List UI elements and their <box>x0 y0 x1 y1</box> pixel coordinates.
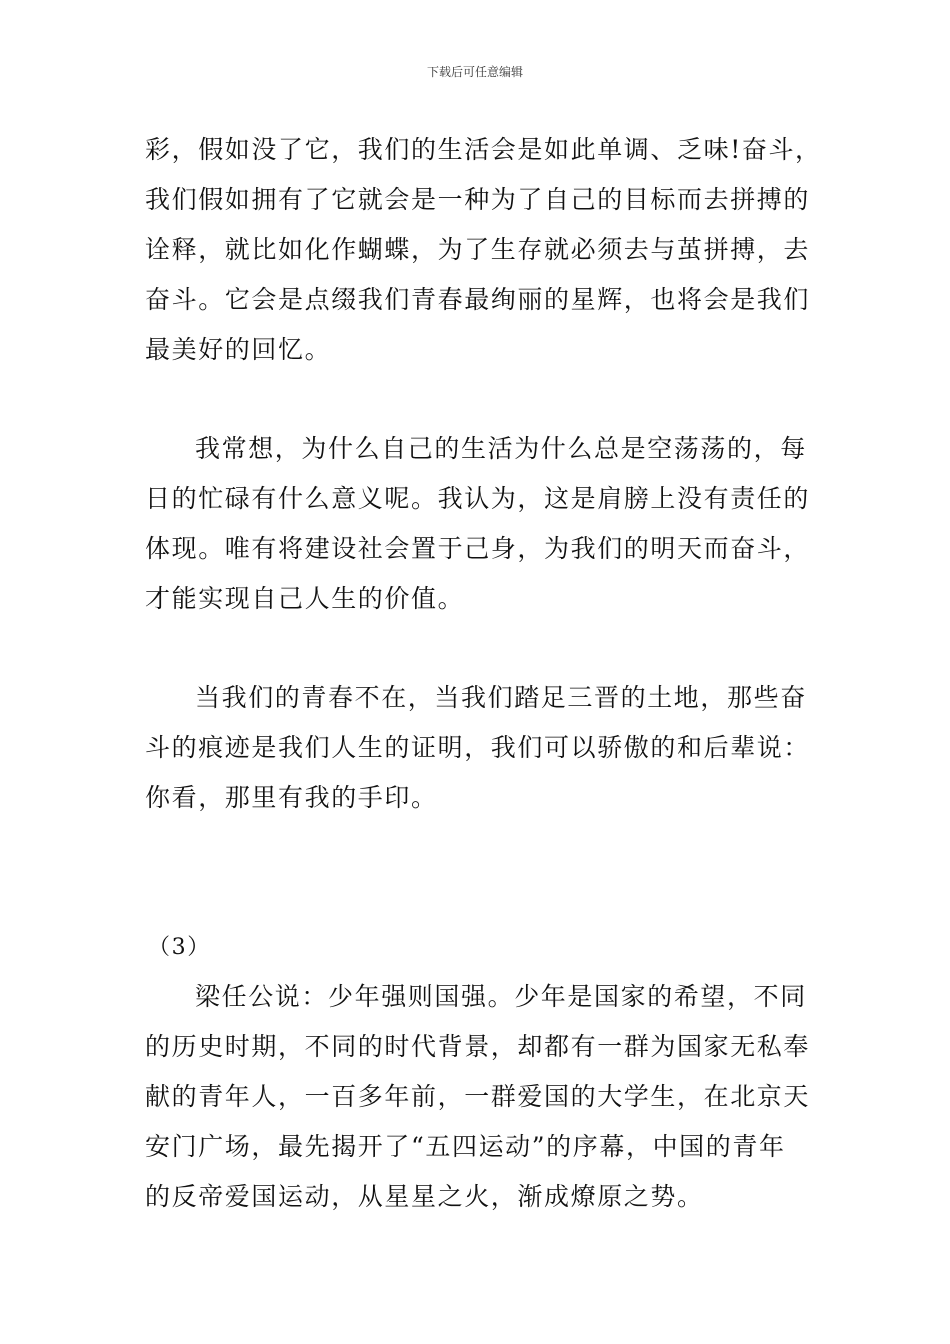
paragraph-4-line-1: 梁任公说：少年强则国强。少年是国家的希望，不同 <box>195 982 807 1011</box>
paragraph-2-line-3: 体现。唯有将建设社会置于己身，为我们的明天而奋斗， <box>145 534 811 563</box>
paragraph-3-line-2: 斗的痕迹是我们人生的证明，我们可以骄傲的和后辈说： <box>145 733 811 762</box>
section-label: （3） <box>148 935 211 960</box>
paragraph-1-line-1: 彩，假如没了它，我们的生活会是如此单调、乏味!奋斗， <box>145 135 822 164</box>
paragraph-1-line-3: 诠释，就比如化作蝴蝶，为了生存就必须去与茧拼搏，去 <box>145 235 811 264</box>
paragraph-4-line-2: 的历史时期，不同的时代背景，却都有一群为国家无私奉 <box>145 1032 811 1061</box>
paragraph-4-line-5: 的反帝爱国运动，从星星之火，渐成燎原之势。 <box>145 1182 704 1211</box>
paragraph-2-line-4: 才能实现自己人生的价值。 <box>145 584 465 613</box>
paragraph-1-line-5: 最美好的回忆。 <box>145 335 332 364</box>
paragraph-2-line-1: 我常想，为什么自己的生活为什么总是空荡荡的，每 <box>195 434 807 463</box>
paragraph-4-line-3: 献的青年人，一百多年前，一群爱国的大学生，在北京天 <box>145 1082 811 1111</box>
paragraph-2-line-2: 日的忙碌有什么意义呢。我认为，这是肩膀上没有责任的 <box>145 484 811 513</box>
paragraph-1-line-4: 奋斗。它会是点缀我们青春最绚丽的星辉，也将会是我们 <box>145 285 811 314</box>
paragraph-3-line-1: 当我们的青春不在，当我们踏足三晋的土地，那些奋 <box>195 683 807 712</box>
paragraph-1-line-2: 我们假如拥有了它就会是一种为了自己的目标而去拼搏的 <box>145 185 811 214</box>
paragraph-4-line-4: 安门广场，最先揭开了“五四运动”的序幕，中国的青年 <box>145 1132 786 1161</box>
paragraph-3-line-3: 你看，那里有我的手印。 <box>145 783 438 812</box>
page-header: 下载后可任意编辑 <box>426 65 523 79</box>
